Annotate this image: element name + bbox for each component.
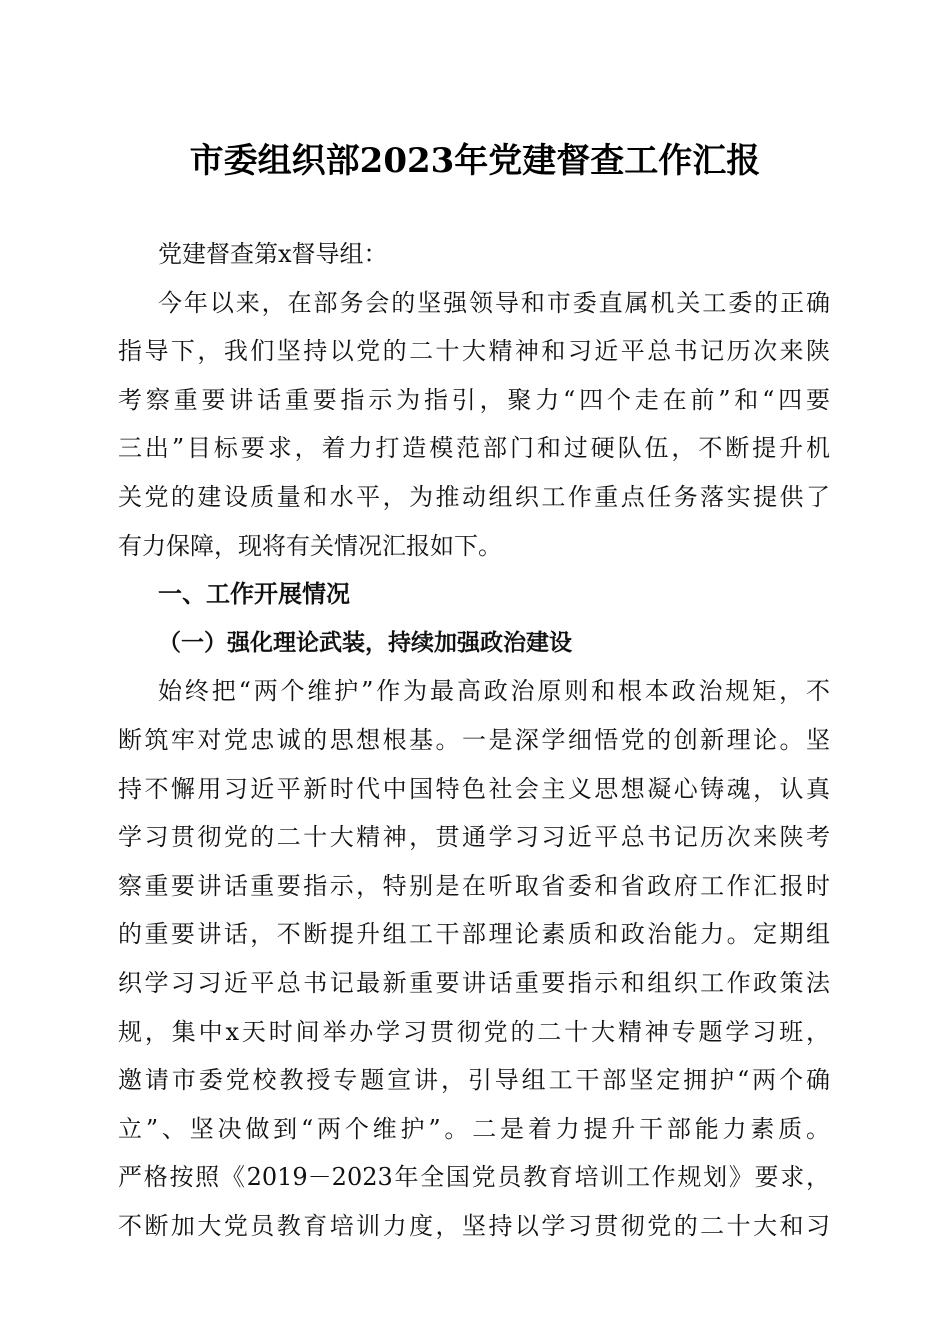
document-body (118, 230, 830, 1250)
salutation: 党建督查第x督导组： (158, 240, 388, 268)
paragraph-line: 不断加大党员教育培训力度，坚持以学习贯彻党的二十大和习 (118, 1211, 830, 1240)
paragraph-line: 断筑牢对党忠诚的思想根基。一是深学细悟党的创新理论。坚 (118, 725, 830, 754)
subsection-heading: （一）强化理论武装，持续加强政治建设 (158, 628, 572, 656)
paragraph-line: 规，集中x天时间举办学习贯彻党的二十大精神专题学习班， (118, 1017, 830, 1046)
intro-line: 考察重要讲话重要指示为指引，聚力“四个走在前”和“四要 (118, 385, 830, 414)
paragraph-line: 严格按照《2019－2023年全国党员教育培训工作规划》要求， (118, 1163, 830, 1192)
paragraph-line: 学习贯彻党的二十大精神，贯通学习习近平总书记历次来陕考 (118, 823, 830, 852)
paragraph-line: 始终把“两个维护”作为最高政治原则和根本政治规矩，不 (158, 677, 830, 706)
section-heading: 一、工作开展情况 (158, 580, 350, 609)
intro-line: 有力保障，现将有关情况汇报如下。 (118, 531, 502, 560)
intro-line: 关党的建设质量和水平，为推动组织工作重点任务落实提供了 (118, 482, 830, 511)
paragraph-line: 织学习习近平总书记最新重要讲话重要指示和组织工作政策法 (118, 968, 830, 997)
paragraph-line: 邀请市委党校教授专题宣讲，引导组工干部坚定拥护“两个确 (118, 1066, 830, 1095)
paragraph-line: 持不懈用习近平新时代中国特色社会主义思想凝心铸魂，认真 (118, 774, 830, 803)
document-title: 市委组织部2023年党建督查工作汇报 (189, 141, 761, 181)
paragraph-line: 的重要讲话，不断提升组工干部理论素质和政治能力。定期组 (118, 920, 830, 949)
paragraph-line: 察重要讲话重要指示，特别是在听取省委和省政府工作汇报时 (118, 871, 830, 900)
intro-line: 指导下，我们坚持以党的二十大精神和习近平总书记历次来陕 (118, 337, 830, 366)
paragraph-line: 立”、坚决做到“两个维护”。二是着力提升干部能力素质。 (118, 1114, 830, 1143)
intro-line: 今年以来，在部务会的坚强领导和市委直属机关工委的正确 (158, 288, 830, 317)
intro-line: 三出”目标要求，着力打造模范部门和过硬队伍，不断提升机 (118, 434, 830, 463)
